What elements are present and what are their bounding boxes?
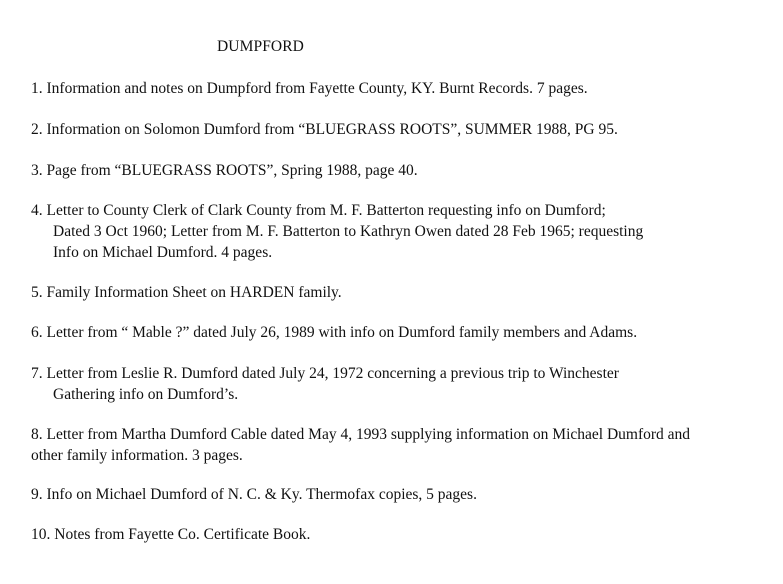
list-item-line: Gathering info on Dumford’s. [53, 386, 239, 403]
list-item-line: 7. Letter from Leslie R. Dumford dated July 24, 1972 concerning a previous trip to Winchester [31, 365, 619, 382]
list-item-line: other family information. 3 pages. [31, 447, 243, 464]
list-item-line: 10. Notes from Fayette Co. Certificate Book. [31, 526, 311, 543]
list-item [31, 119, 776, 140]
list-item [31, 524, 776, 545]
list-item [31, 282, 776, 303]
list-item [31, 78, 776, 99]
list-item [31, 160, 776, 181]
list-item-line: Info on Michael Dumford. 4 pages. [53, 244, 273, 261]
list-item [31, 484, 776, 505]
list-item-line: 8. Letter from Martha Dumford Cable dated May 4, 1993 supplying information on Michael Dumford and [31, 426, 691, 443]
document-title: DUMPFORD [217, 38, 304, 55]
list-item-line: 1. Information and notes on Dumpford from Fayette County, KY. Burnt Records. 7 pages. [31, 80, 588, 97]
list-item [31, 200, 776, 263]
list-item-line: 5. Family Information Sheet on HARDEN family. [31, 284, 342, 301]
list-item [31, 424, 776, 466]
list-item-line: Dated 3 Oct 1960; Letter from M. F. Batterton to Kathryn Owen dated 28 Feb 1965; requesting [53, 223, 644, 240]
list-item-line: 6. Letter from “ Mable ?” dated July 26, 1989 with info on Dumford family members and Adams. [31, 324, 638, 341]
list-item-line: 2. Information on Solomon Dumford from “BLUEGRASS ROOTS”, SUMMER 1988, PG 95. [31, 121, 618, 138]
list-item [31, 363, 776, 405]
list-item-line: 4. Letter to County Clerk of Clark County from M. F. Batterton requesting info on Dumford; [31, 202, 606, 219]
list-item-line: 3. Page from “BLUEGRASS ROOTS”, Spring 1988, page 40. [31, 162, 418, 179]
list-item-line: 9. Info on Michael Dumford of N. C. & Ky. Thermofax copies, 5 pages. [31, 486, 477, 503]
list-item [31, 322, 776, 343]
